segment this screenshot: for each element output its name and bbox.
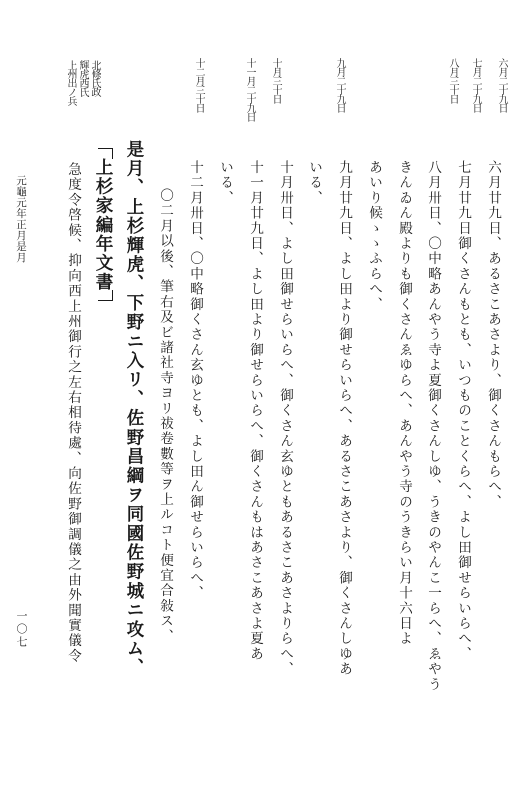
source-title: 上杉家編年文書 [93,158,114,292]
document-line: 急度令啓候、抑向西上州御行之左右相待處、向佐野御調儀之由外聞實儀令 [65,162,81,664]
editorial-note: 〇二月以後、筆右及ビ諸社寺ヨリ祓卷數等ヲ上ルコト便宜合敍ス、 [157,188,173,644]
bracket-bottom [98,290,113,301]
text-line-9: 十一月廿九日、よし田より御せらいらへ、御くさんもはあさこあさよ夏あ [247,160,263,662]
text-line-2: 七月廿九日御くさんもとも、いつものことくらへ、よし田御せらいらへ、 [455,160,471,662]
text-line-11: 十二月卅日、〇中略御くさん玄ゆとも、よし田ん御せらいらへ、 [187,160,203,601]
text-line-8: 十月卅日、よし田御せらいらへ、御くさん玄ゆともあるさこあさよりらへ、 [277,160,293,677]
date-note-6: 十一月二十九日 [244,58,255,121]
era-running-head: 元龜元年正月是月 [15,175,27,263]
subject-note-1: 北條氏政 [89,60,100,96]
subject-note-3: 上州出ノ兵 [65,60,76,105]
text-line-4: きんゐん殿よりも御くさんゑゆらへ、あんやう寺のうきらい月十六日よ [396,160,412,647]
date-note-5: 十月三十日 [270,58,281,103]
text-line-6: 九月廿九日、よし田より御せらいらへ、あるさこあさより、御くさんしゆあ [336,160,352,677]
date-note-2: 七月二十九日 [470,58,481,112]
subject-note-2: 輝虎西氏 [77,60,88,96]
text-line-3: 八月卅日、〇中略あんやう寺よ夏御くさんしゆ、うきのやんこ一らへ、ゑやう [425,160,441,692]
date-note-7: 十二月三十日 [193,58,204,112]
page-number: 一〇七 [15,610,28,649]
text-line-1: 六月廿九日、あるさこあさより、御くさんもらへ、 [485,160,501,510]
date-note-4: 九月二十九日 [334,58,345,112]
date-note-3: 八月三十日 [447,58,458,103]
headline: 是月、上杉輝虎、下野ニ入リ、佐野昌綱ヲ同國佐野城ニ攻ム、 [123,140,143,678]
date-note-1: 六月二十九日 [496,58,507,112]
text-line-5: あいり候ゝゝふらへ、 [366,160,382,312]
text-line-7: いる、 [306,160,322,206]
text-line-10: いる、 [217,160,233,206]
